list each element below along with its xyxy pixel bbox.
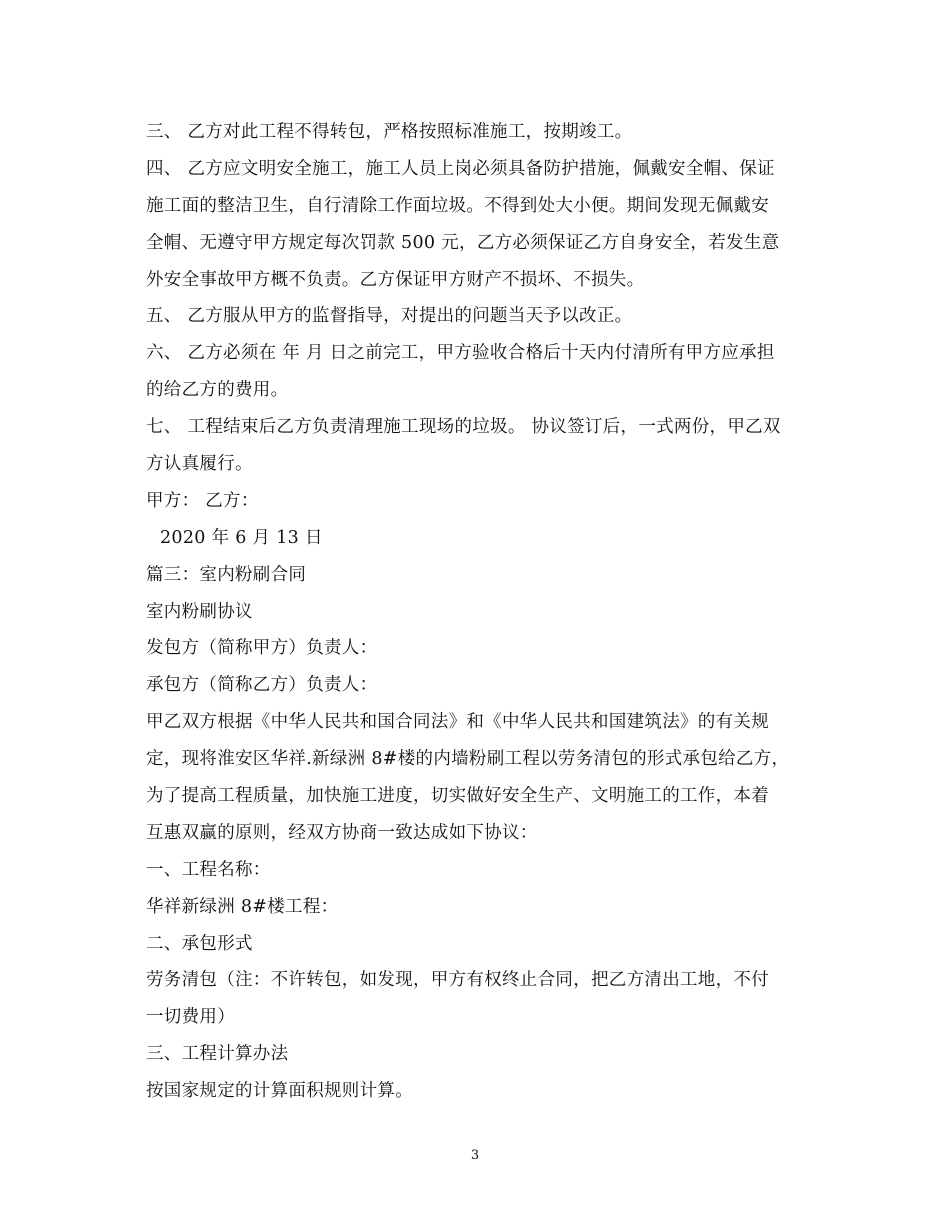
- intro-line-3: 为了提高工程质量，加快施工进度，切实做好安全生产、文明施工的工作，本着: [146, 786, 769, 807]
- clause-6-line-2: 的给乙方的费用。: [146, 380, 289, 401]
- signature-line: 甲方： 乙方：: [146, 490, 259, 511]
- clause-4-line-2: 施工面的整洁卫生，自行清除工作面垃圾。不得到处大小便。期间发现无佩戴安: [146, 195, 769, 216]
- item-2-body-line-2: 一切费用）: [146, 1007, 235, 1028]
- item-2-heading: 二、承包形式: [146, 933, 253, 954]
- clause-4-line-1: 四、 乙方应文明安全施工，施工人员上岗必须具备防护措施，佩戴安全帽、保证: [146, 158, 775, 179]
- clause-7-line-1: 七、 工程结束后乙方负责清理施工现场的垃圾。 协议签订后，一式两份，甲乙双: [146, 417, 781, 438]
- page-number: 3: [470, 1148, 480, 1163]
- item-1-heading: 一、工程名称：: [146, 859, 271, 880]
- agreement-title: 室内粉刷协议: [146, 601, 253, 622]
- contractor-line: 承包方（简称乙方）负责人：: [146, 675, 378, 696]
- clause-4-line-3: 全帽、无遵守甲方规定每次罚款 500 元，乙方必须保证乙方自身安全，若发生意: [146, 232, 780, 253]
- clause-4-line-4: 外安全事故甲方概不负责。乙方保证甲方财产不损坏、不损失。: [146, 269, 645, 290]
- date-line: 2020 年 6 月 13 日: [160, 527, 323, 548]
- item-3-heading: 三、工程计算办法: [146, 1044, 289, 1065]
- clause-6-line-1: 六、 乙方必须在 年 月 日之前完工，甲方验收合格后十天内付清所有甲方应承担: [146, 343, 775, 364]
- intro-line-4: 互惠双赢的原则，经双方协商一致达成如下协议：: [146, 822, 538, 843]
- clause-3-line: 三、 乙方对此工程不得转包，严格按照标准施工，按期竣工。: [146, 122, 633, 142]
- item-2-body-line-1: 劳务清包（注：不许转包，如发现，甲方有权终止合同，把乙方清出工地，不付: [146, 970, 769, 991]
- item-1-body: 华祥新绿洲 8#楼工程：: [146, 896, 339, 917]
- document-body: [146, 114, 810, 1110]
- item-3-body: 按国家规定的计算面积规则计算。: [146, 1081, 413, 1102]
- intro-line-2: 定，现将淮安区华祥.新绿洲 8#楼的内墙粉刷工程以劳务清包的形式承包给乙方，: [146, 749, 790, 770]
- employer-line: 发包方（简称甲方）负责人：: [146, 638, 378, 659]
- intro-line-1: 甲乙双方根据《中华人民共和国合同法》和《中华人民共和国建筑法》的有关规: [146, 712, 769, 733]
- clause-5-line: 五、 乙方服从甲方的监督指导，对提出的问题当天予以改正。: [146, 306, 633, 327]
- clause-7-line-2: 方认真履行。: [146, 454, 253, 475]
- section-heading: 篇三：室内粉刷合同: [146, 564, 307, 585]
